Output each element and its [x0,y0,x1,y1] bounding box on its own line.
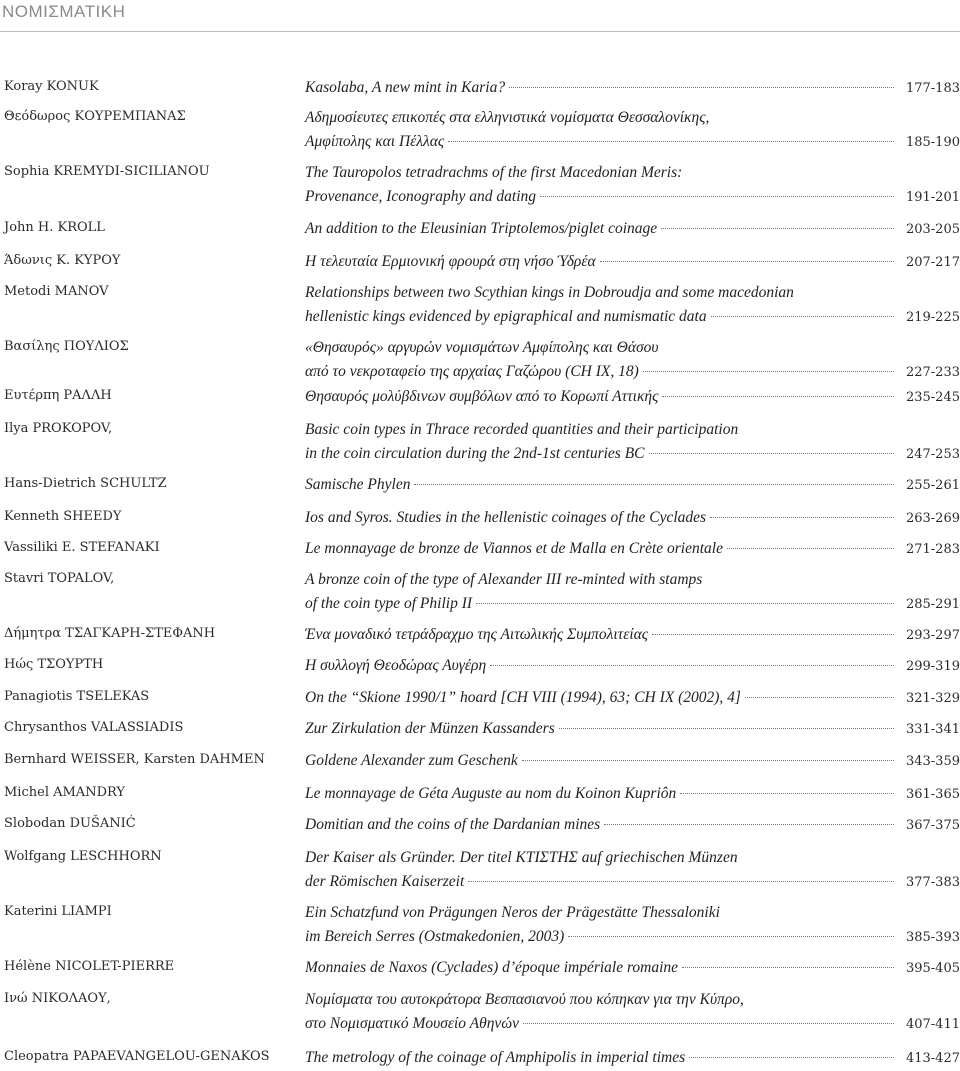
dot-leader [652,634,894,635]
page-range: 367-375 [905,818,960,833]
title-last-line [305,473,960,498]
entry-author: Michel AMANDRY [4,785,125,800]
entry-author: Θεόδωρος ΚΟΥΡΕΜΠΑΝΑΣ [4,109,186,124]
title-line: Θησαυρός μολύβδινων συμβόλων από το Κορωπί Αττικής [305,388,659,405]
entry-author: Chrysanthos VALASSIADIS [4,720,184,735]
entry-title [305,418,960,467]
dot-leader [745,697,894,698]
entry-title [305,336,960,385]
entry-title [305,782,960,807]
title-line: Ein Schatzfund von Prägungen Neros der Prägestätte Thessaloniki [305,904,720,921]
page-range: 235-245 [905,390,960,405]
dot-leader [509,87,894,88]
page-range: 177-183 [905,81,960,96]
dot-leader [559,728,894,729]
title-line: Ios and Syros. Studies in the hellenistic coinages of the Cyclades [305,509,707,526]
page-range: 299-319 [905,659,960,674]
title-last-line [305,360,960,385]
title-last-line [305,506,960,531]
title-line: der Römischen Kaiserzeit [305,873,465,890]
entry-title [305,1046,960,1071]
dot-leader [649,453,894,454]
entry-author: Kenneth SHEEDY [4,509,122,524]
title-last-line [305,537,960,562]
page-range: 227-233 [905,365,960,380]
title-line: Domitian and the coins of the Dardanian mines [305,816,601,833]
title-line: Αδημοσίευτες επικοπές στα ελληνιστικά νομίσματα Θεσσαλονίκης, [305,109,710,126]
title-line: Η τελευταία Ερμιονική φρουρά στη νήσο Ύδρέα [305,253,596,270]
title-line: Goldene Alexander zum Geschenk [305,752,518,769]
entry-title [305,76,960,101]
page-range: 321-329 [905,691,960,706]
page-range: 207-217 [905,255,960,270]
entry-author: Hélène NICOLET-PIERRE [4,959,175,974]
title-line: Der Kaiser als Gründer. Der titel ΚΤΙΣΤΗΣ auf griechischen Münzen [305,849,738,866]
page-range: 271-283 [905,542,960,557]
title-last-line [305,717,960,742]
title-line: Zur Zirkulation der Münzen Kassanders [305,720,555,737]
dot-leader [540,196,894,197]
title-line: of the coin type of Philip II [305,595,473,612]
title-line: On the “Skione 1990/1” hoard [CH VIII (1994), 63; CH IX (2002), 4] [305,689,741,706]
entry-title [305,956,960,981]
dot-leader [662,396,894,397]
entry-title [305,623,960,648]
title-last-line [305,870,960,895]
dot-leader [414,484,894,485]
page-range: 263-269 [905,511,960,526]
entry-author: Ηώς ΤΣΟΥΡΤΗ [4,657,104,672]
title-line: από το νεκροταφείο της αρχαίας Γαζώρου (CH IX, 18) [305,363,639,380]
title-line: «Θησαυρός» αργυρών νομισμάτων Αμφίπολης και Θάσου [305,339,659,356]
entry-title [305,281,960,330]
entry-title [305,506,960,531]
entry-title [305,106,960,155]
title-last-line [305,130,960,155]
page-range: 293-297 [905,628,960,643]
title-last-line [305,654,960,679]
page-range: 407-411 [905,1017,960,1032]
dot-leader [468,881,894,882]
entry-author: Katerini LIAMPI [4,904,112,919]
title-line: Provenance, Iconography and dating [305,188,537,205]
dot-leader [711,316,894,317]
title-last-line [305,185,960,210]
section-title: ΝΟΜΙΣΜΑΤΙΚΗ [2,2,126,21]
dot-leader [643,371,894,372]
entry-title [305,568,960,617]
dot-leader [523,1023,894,1024]
entry-author: Δήμητρα ΤΣΑΓΚΑΡΗ-ΣΤΕΦΑΝΗ [4,626,216,641]
dot-leader [727,548,894,549]
entry-author: Stavri TOPALOV, [4,571,115,586]
dot-leader [680,793,894,794]
title-line: Relationships between two Scythian kings in Dobroudja and some macedonian [305,284,794,301]
entry-author: Ινώ ΝΙΚΟΛΑΟΥ, [4,991,111,1006]
entry-author: Metodi MANOV [4,284,109,299]
page-range: 247-253 [905,447,960,462]
page-range: 285-291 [905,597,960,612]
title-line: hellenistic kings evidenced by epigraphical and numismatic data [305,308,707,325]
page-range: 395-405 [905,961,960,976]
title-line: Νομίσματα του αυτοκράτορα Βεσπασιανού που κόπηκαν για την Κύπρο, [305,991,744,1008]
title-line: Αμφίπολης και Πέλλας [305,133,445,150]
page-range: 219-225 [905,310,960,325]
title-last-line [305,592,960,617]
title-last-line [305,385,960,410]
entry-author: Koray KONUK [4,79,99,94]
title-last-line [305,623,960,648]
dot-leader [600,261,894,262]
page-range: 385-393 [905,930,960,945]
title-last-line [305,956,960,981]
page-range: 377-383 [905,875,960,890]
entry-author: Sophia KREMYDI-SICILIANOU [4,164,210,179]
title-last-line [305,250,960,275]
entry-author: Vassiliki E. STEFANAKI [4,540,160,555]
entry-title [305,749,960,774]
title-line: Kasolaba, A new mint in Karia? [305,79,506,96]
title-line: in the coin circulation during the 2nd-1st centuries BC [305,445,645,462]
title-last-line [305,782,960,807]
page-range: 191-201 [905,190,960,205]
title-line: im Bereich Serres (Ostmakedonien, 2003) [305,928,565,945]
entry-title [305,686,960,711]
dot-leader [568,936,894,937]
title-line: The Tauropolos tetradrachms of the first Macedonian Meris: [305,164,683,181]
dot-leader [604,824,894,825]
dot-leader [448,141,894,142]
page-range: 203-205 [905,222,960,237]
title-last-line [305,305,960,330]
entry-title [305,385,960,410]
title-last-line [305,442,960,467]
dot-leader [661,228,894,229]
entry-title [305,901,960,950]
entry-author: Panagiotis TSELEKAS [4,689,150,704]
entry-author: Άδωνις Κ. ΚΥΡΟΥ [4,253,121,268]
title-last-line [305,76,960,101]
title-line: Monnaies de Naxos (Cyclades) d’époque impériale romaine [305,959,679,976]
entry-title [305,717,960,742]
entry-author: Ευτέρπη ΡΑΛΛΗ [4,388,112,403]
title-last-line [305,749,960,774]
title-last-line [305,925,960,950]
entry-title [305,473,960,498]
page-range: 255-261 [905,478,960,493]
title-last-line [305,686,960,711]
title-last-line [305,217,960,242]
title-line: Basic coin types in Thrace recorded quantities and their participation [305,421,739,438]
entry-author: Slobodan DUŠANIĆ [4,816,136,831]
entry-title [305,813,960,838]
title-line: Ένα μοναδικό τετράδραχμο της Αιτωλικής Συμπολιτείας [305,626,649,643]
entry-title [305,654,960,679]
entry-title [305,537,960,562]
title-line: An addition to the Eleusinian Triptolemos/piglet coinage [305,220,658,237]
page-range: 331-341 [905,722,960,737]
entry-author: John H. KROLL [4,220,105,235]
entry-title [305,846,960,895]
page-range: 185-190 [905,135,960,150]
dot-leader [710,517,894,518]
dot-leader [522,760,894,761]
entry-author: Wolfgang LESCHHORN [4,849,162,864]
entry-title [305,988,960,1037]
entry-title [305,161,960,210]
entry-author: Βασίλης ΠΟΥΛΙΟΣ [4,339,129,354]
entry-author: Cleopatra PAPAEVANGELOU-GENAKOS [4,1049,270,1064]
title-line: στο Νομισματικό Μουσείο Αθηνών [305,1015,519,1032]
entry-title [305,250,960,275]
title-line: The metrology of the coinage of Amphipolis in imperial times [305,1049,686,1066]
entry-title [305,217,960,242]
title-last-line [305,813,960,838]
title-last-line [305,1012,960,1037]
page-range: 343-359 [905,754,960,769]
entry-author: Bernhard WEISSER, Karsten DAHMEN [4,752,265,767]
title-line: A bronze coin of the type of Alexander III re-minted with stamps [305,571,703,588]
dot-leader [490,665,894,666]
dot-leader [682,967,894,968]
page-range: 361-365 [905,787,960,802]
dot-leader [689,1057,894,1058]
entry-author: Ilya PROKOPOV, [4,421,113,436]
title-line: Le monnayage de Géta Auguste au nom du Koinon Kupriôn [305,785,677,802]
title-line: Samische Phylen [305,476,411,493]
page-range: 413-427 [905,1051,960,1066]
dot-leader [476,603,894,604]
title-line: Le monnayage de bronze de Viannos et de Malla en Crète orientale [305,540,723,557]
title-line: Η συλλογή Θεοδώρας Αυγέρη [305,657,487,674]
title-last-line [305,1046,960,1071]
entry-author: Hans-Dietrich SCHULTZ [4,476,167,491]
